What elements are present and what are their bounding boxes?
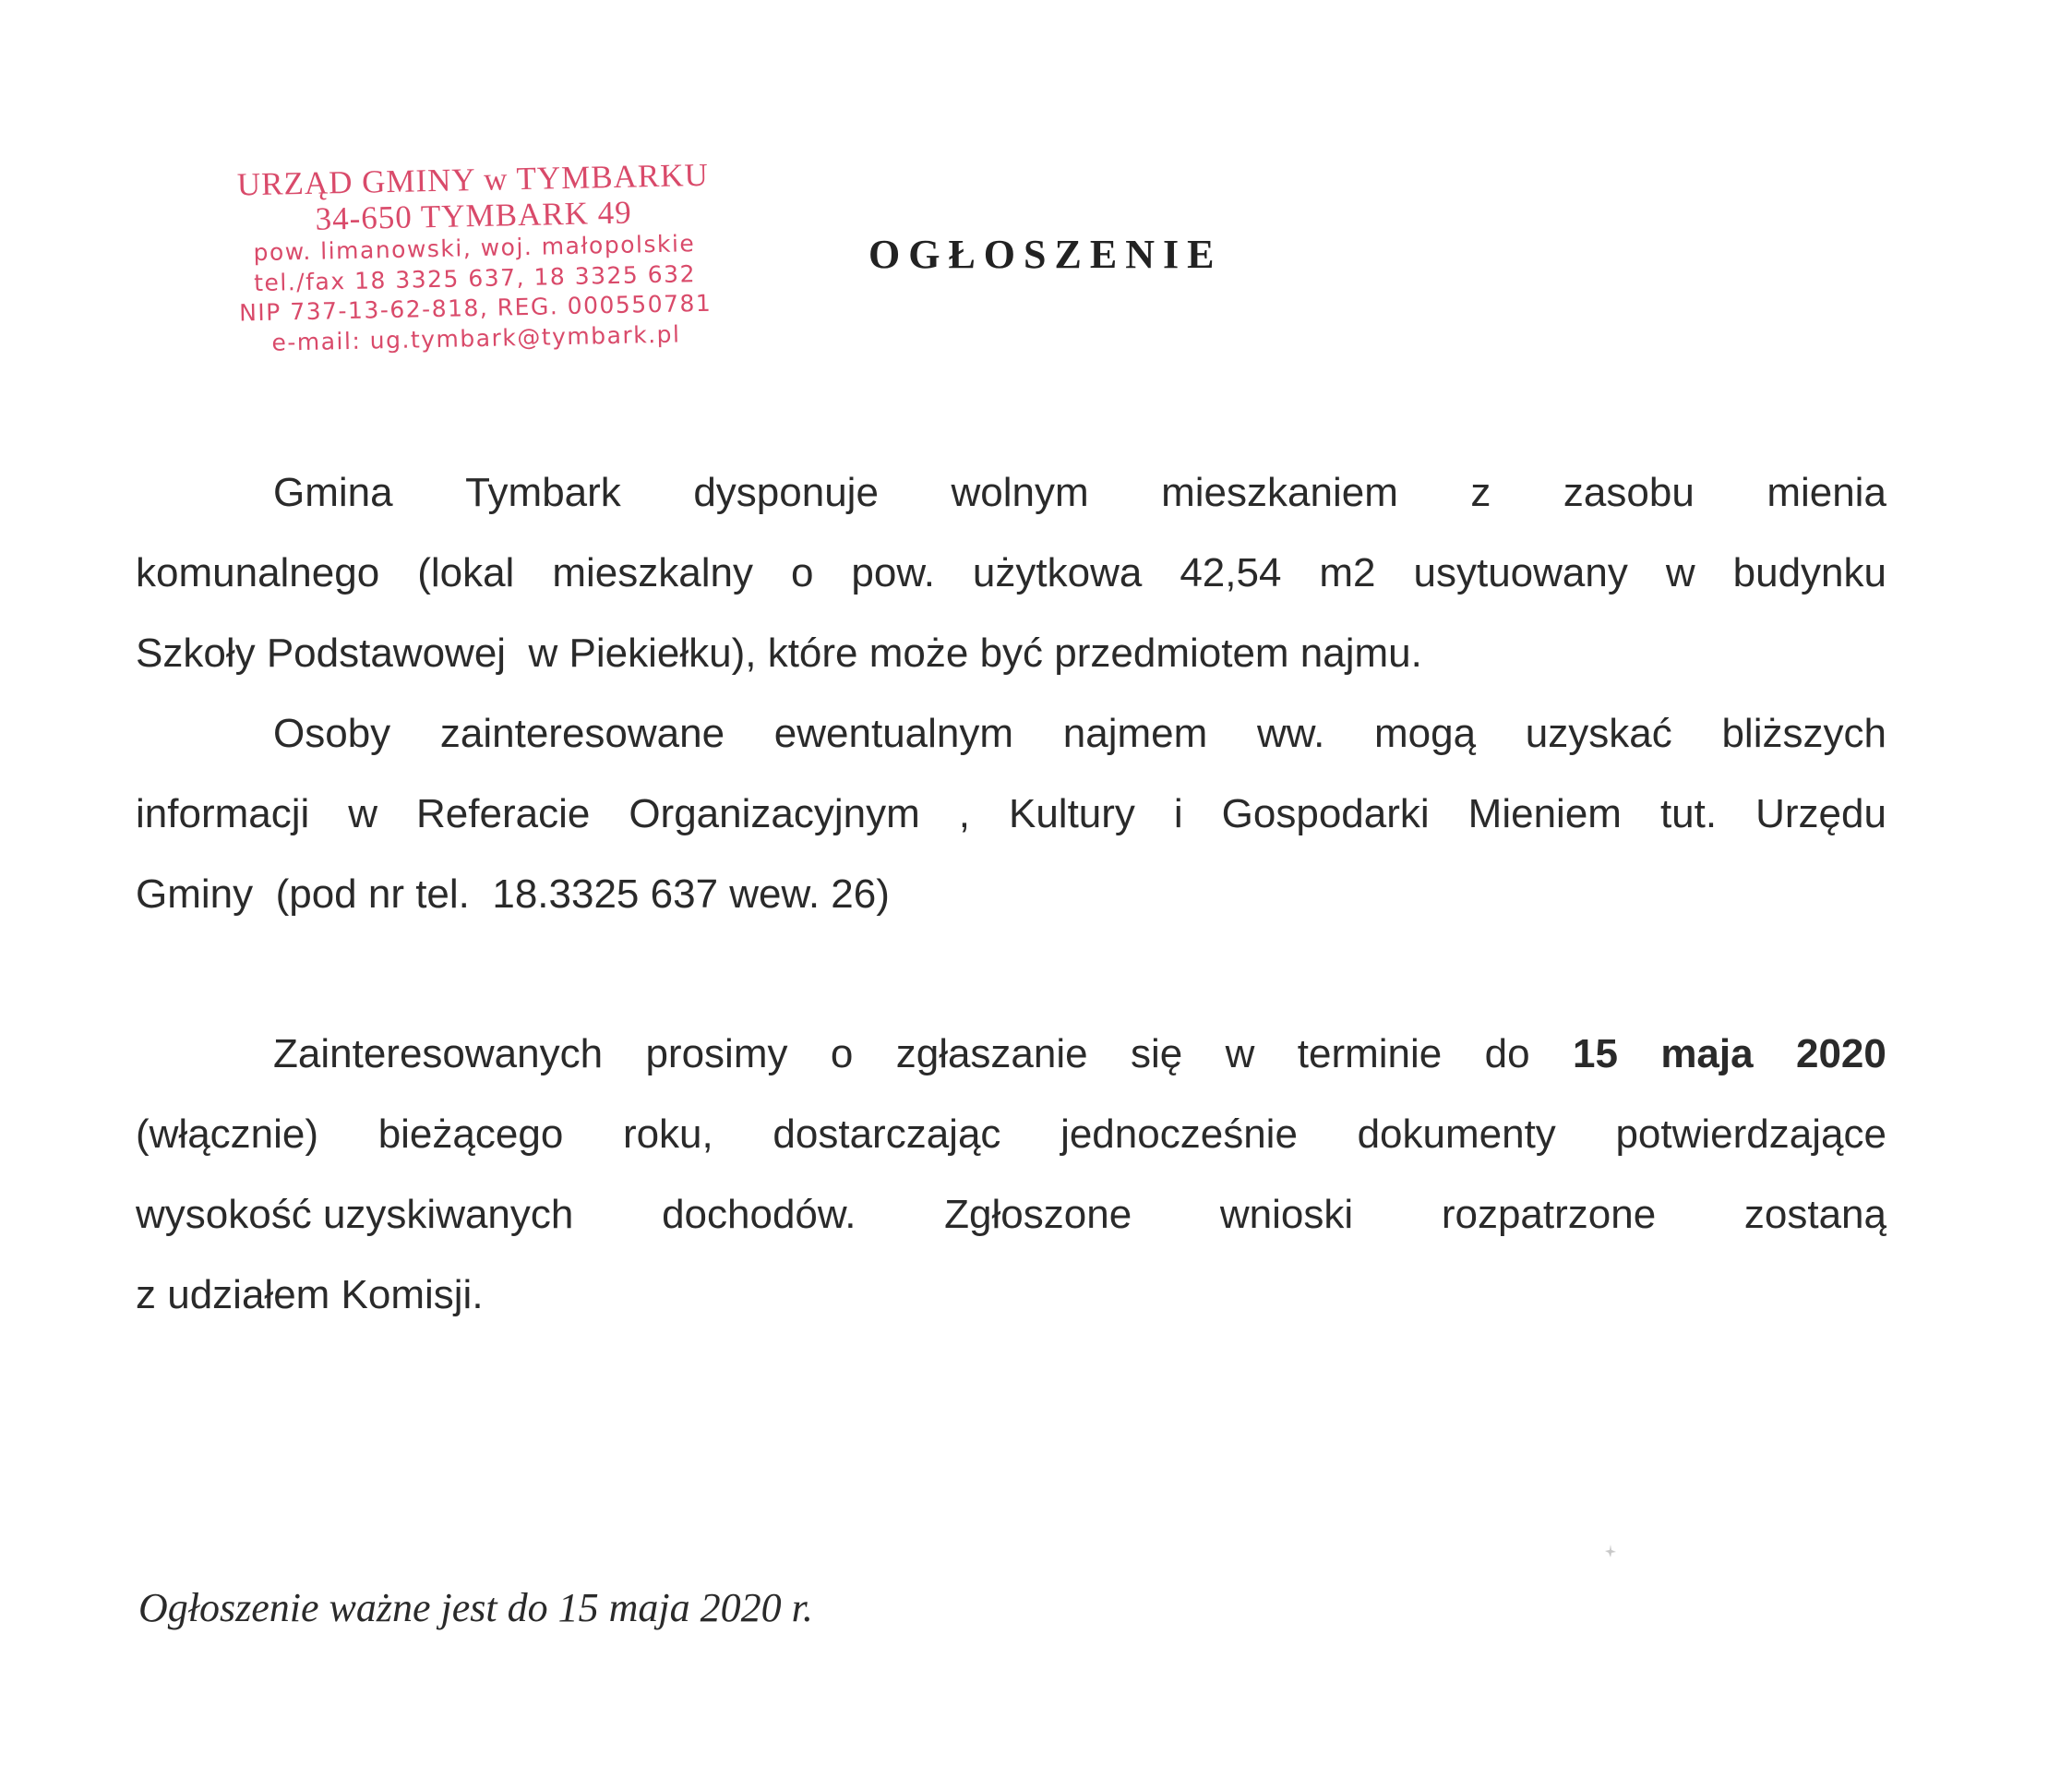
deadline-day: 15 (1572, 1031, 1618, 1076)
stamp-line-email: e-mail: ug.tymbark@tymbark.pl (271, 319, 681, 356)
text-line (136, 1094, 1886, 1174)
word: się (1131, 1031, 1183, 1076)
text-line (136, 533, 1886, 613)
word: jednocześnie (1060, 1111, 1298, 1157)
word: ewentualnym (773, 711, 1014, 756)
office-stamp (214, 157, 735, 359)
word: Tymbark (465, 470, 621, 515)
word: mieszkaniem (1161, 470, 1398, 515)
word: Kultury (1008, 791, 1135, 836)
text-line (136, 1255, 1886, 1335)
word: Gospodarki (1221, 791, 1430, 836)
word: Zgłoszone (944, 1192, 1132, 1237)
word: (włącznie) (136, 1111, 319, 1157)
word: prosimy (645, 1031, 788, 1076)
line-text: Szkoły Podstawowej w Piekiełku), które może być przedmiotem najmu. (136, 631, 1422, 676)
word: wysokość uzyskiwanych (136, 1192, 574, 1237)
word: Mieniem (1467, 791, 1622, 836)
word: bliższych (1721, 711, 1886, 756)
word: tut. (1659, 791, 1718, 836)
word: wnioski (1219, 1192, 1354, 1237)
stamp-line-phone: tel./fax 18 3325 637, 18 3325 632 (253, 259, 697, 296)
word: (lokal (417, 550, 515, 595)
word: mienia (1767, 470, 1886, 515)
word: do (1484, 1031, 1530, 1076)
scan-speck-mark (1604, 1544, 1617, 1558)
word: o (790, 550, 814, 595)
word: roku, (622, 1111, 713, 1157)
deadline-year: 2020 (1795, 1031, 1886, 1076)
word: najmem (1062, 711, 1208, 756)
word: zainteresowane (439, 711, 725, 756)
word: o (830, 1031, 854, 1076)
word: 42,54 (1180, 550, 1282, 595)
word: , (958, 791, 970, 836)
word: uzyskać (1525, 711, 1672, 756)
word: mieszkalny (552, 550, 753, 595)
word: wolnym (951, 470, 1089, 515)
word: dysponuje (693, 470, 879, 515)
text-line (136, 1174, 1886, 1255)
word: rozpatrzone (1441, 1192, 1657, 1237)
word: bieżącego (377, 1111, 564, 1157)
word: zasobu (1563, 470, 1695, 515)
word: dostarczając (773, 1111, 1001, 1157)
text-line (136, 774, 1886, 854)
word: komunalnego (136, 550, 380, 595)
word: zostaną (1743, 1192, 1886, 1237)
word: z (1470, 470, 1491, 515)
stamp-line-region: pow. limanowski, woj. małopolskie (253, 230, 696, 267)
word: potwierdzające (1615, 1111, 1886, 1157)
word: Osoby (273, 711, 391, 756)
word: Zainteresowanych (273, 1031, 604, 1076)
word: Gmina (273, 470, 393, 515)
text-line (136, 613, 1886, 693)
word: w (1665, 550, 1695, 595)
word: dochodów. (662, 1192, 856, 1237)
word: zgłaszanie (895, 1031, 1088, 1076)
word: w (1225, 1031, 1255, 1076)
word: m2 (1319, 550, 1376, 595)
text-line (136, 693, 1886, 774)
text-line (136, 1014, 1886, 1094)
line-text: Gminy (pod nr tel. 18.3325 637 wew. 26) (136, 871, 890, 917)
word: Referacie (416, 791, 591, 836)
word: i (1173, 791, 1183, 836)
stamp-line-nip: NIP 737-13-62-818, REG. 000550781 (238, 289, 713, 327)
word: pow. (851, 550, 935, 595)
word: mogą (1374, 711, 1477, 756)
word: użytkowa (972, 550, 1143, 595)
deadline-month: maja (1660, 1031, 1754, 1076)
announcement-paragraph-2 (136, 1014, 1886, 1335)
word: w (348, 791, 378, 836)
document-title: OGŁOSZENIE (868, 232, 1223, 277)
word: terminie (1297, 1031, 1443, 1076)
text-line (136, 452, 1886, 533)
word: Urzędu (1755, 791, 1886, 836)
announcement-paragraph-1 (136, 452, 1886, 934)
validity-note: Ogłoszenie ważne jest do 15 maja 2020 r. (138, 1585, 813, 1630)
word: dokumenty (1357, 1111, 1556, 1157)
word: informacji (136, 791, 310, 836)
word: usytuowany (1413, 550, 1628, 595)
word: budynku (1732, 550, 1886, 595)
stamp-line-office: URZĄD GMINY w TYMBARKU (236, 156, 710, 203)
word: Organizacyjnym (629, 791, 920, 836)
text-line (136, 854, 1886, 934)
word: ww. (1256, 711, 1325, 756)
line-text: z udziałem Komisji. (136, 1272, 484, 1317)
stamp-line-address: 34-650 TYMBARK 49 (315, 194, 633, 237)
